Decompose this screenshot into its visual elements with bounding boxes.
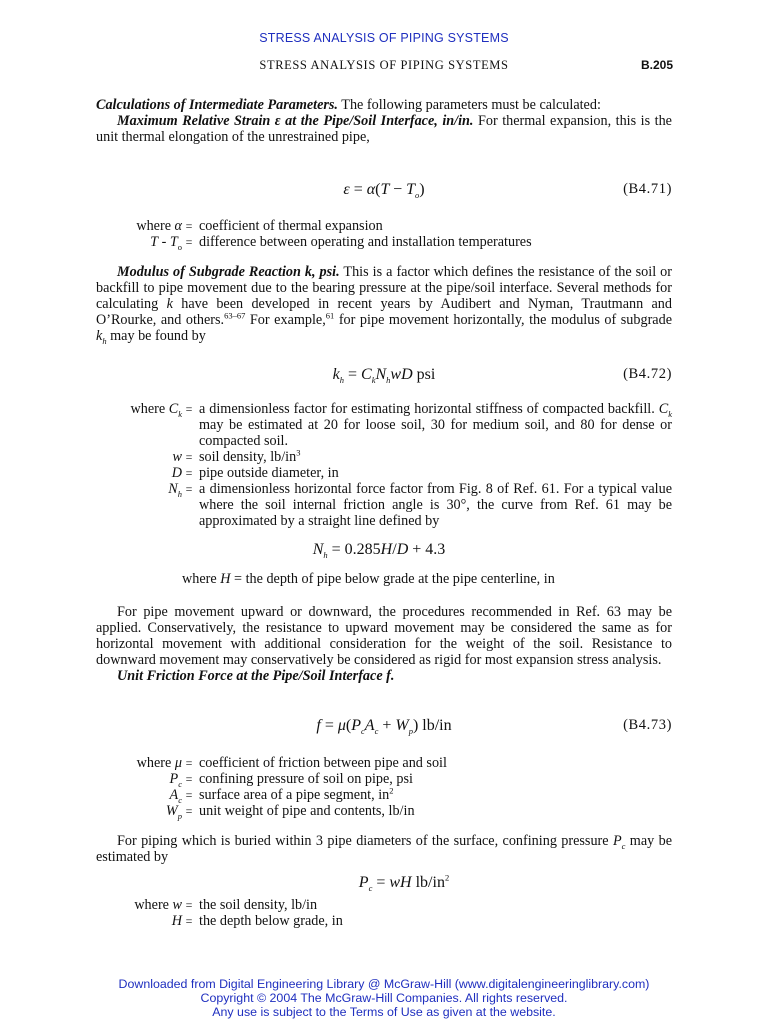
- vertical-movement-paragraph: For pipe movement upward or downward, the procedures recommended in Ref. 63 may be applied. Conservatively, the resistance to upward movement may be considered the same as for horizontal movement with additional consideration for the weight of the soil. Resistance to downward movement may conservatively be considered as rigid for most expansion stress analysis.: [96, 604, 672, 669]
- where-definition: coefficient of thermal expansion: [199, 218, 383, 234]
- where-definition: coefficient of friction between pipe and soil: [199, 755, 447, 771]
- subgrade-heading: Modulus of Subgrade Reaction k, psi.: [117, 264, 340, 280]
- equation-formula: $N_h = 0.285H/D + 4.3$: [312, 541, 446, 561]
- where-definition: surface area of a pipe segment, $in^2$: [199, 785, 394, 803]
- running-head: [0, 58, 768, 74]
- equation-formula: $f = \mu(P_cA_c + W_p)$ lb/in: [316, 717, 452, 737]
- where-symbol: $A_c$: [169, 787, 182, 805]
- subgrade-text: may be found by: [106, 328, 206, 345]
- where-row: where $C_k$ = a dimensionless factor for estimating horizontal stiffness of compacted backfill. $C_k$ may be estimated at 20 for loose soil, 30 for medium soil, and 80 for dense or compacted soil.: [96, 401, 672, 449]
- where-list-b4-72: [96, 401, 672, 529]
- k-variable: k: [166, 296, 173, 313]
- vertical-movement-section: [96, 604, 672, 684]
- where-row: D = pipe outside diameter, in: [96, 465, 672, 481]
- where-definition: difference between operating and installation temperatures: [199, 234, 532, 250]
- kh-variable: k: [96, 328, 103, 345]
- strain-text: For thermal expansion, this is the unit thermal elongation of the unrestrained pipe,: [96, 113, 672, 146]
- where-list-pc: [96, 897, 672, 929]
- where-row: where μ = coefficient of friction between pipe and soil: [96, 755, 672, 771]
- reference-superscript: 63–67: [224, 310, 246, 321]
- footer-download-link[interactable]: Downloaded from Digital Engineering Library @ McGraw-Hill (www.digitalengineeringlibrary.com): [118, 977, 650, 991]
- reference-superscript: 61: [325, 310, 335, 321]
- where-row: $P_c$ = confining pressure of soil on pipe, psi: [96, 771, 672, 787]
- friction-heading: Unit Friction Force at the Pipe/Soil Interface f.: [117, 668, 395, 685]
- where-symbol: $P_c$: [169, 771, 182, 789]
- where-row: where α = coefficient of thermal expansion: [96, 218, 672, 234]
- equation-number: (B4.72): [623, 366, 672, 382]
- subgrade-text: have been developed in recent years by Audibert and Nyman, Trautmann and O’Rourke, and others.: [96, 296, 672, 329]
- where-row: $W_p$ = unit weight of pipe and contents, lb/in: [96, 803, 672, 819]
- equation-b4-73: [96, 717, 672, 739]
- where-h-line: where H = the depth of pipe below grade at the pipe centerline, in: [182, 571, 555, 587]
- where-symbol: where w: [134, 897, 182, 913]
- kh-subscript: h: [102, 336, 107, 347]
- pc-subscript: c: [621, 840, 626, 851]
- where-definition: a dimensionless factor for estimating horizontal stiffness of compacted backfill. $C_k$ may be estimated at 20 for loose soil, 30 for medium soil, and 80 for dense or compacted soil.: [199, 401, 672, 449]
- equation-number: (B4.73): [623, 717, 672, 733]
- where-row: T - $T_o$ = difference between operating and installation temperatures: [96, 234, 672, 250]
- confining-text: For piping which is buried within 3 pipe diameters of the surface, confining pressure: [117, 833, 613, 849]
- where-symbol: where μ: [136, 755, 182, 771]
- pc-variable: P: [612, 833, 622, 849]
- running-title: STRESS ANALYSIS OF PIPING SYSTEMS: [259, 58, 509, 72]
- equation-formula: $k_h = C_kN_hwD$ psi: [332, 366, 436, 386]
- confining-text: may be estimated by: [96, 833, 672, 866]
- where-symbol: D: [171, 465, 182, 481]
- subgrade-paragraph: [96, 264, 672, 347]
- where-row: $N_h$ = a dimensionless horizontal force factor from Fig. 8 of Ref. 61. For a typical value where the soil internal friction angle is 30°, the curve from Ref. 61 may be approximated by a straight line defined by: [96, 481, 672, 529]
- strain-heading: Maximum Relative Strain ε at the Pipe/Soil Interface, in/in.: [117, 113, 474, 130]
- where-list-b4-71: [96, 218, 672, 250]
- where-definition: a dimensionless horizontal force factor from Fig. 8 of Ref. 61. For a typical value where the soil internal friction angle is 30°, the curve from Ref. 61 may be approximated by a straight line defined by: [199, 481, 672, 529]
- equation-number: (B4.71): [623, 181, 672, 197]
- equation-formula: $\varepsilon = \alpha(T - T_o)$: [343, 181, 425, 201]
- section-intro: The following parameters must be calculated:: [337, 97, 601, 113]
- confining-pressure-paragraph: [96, 833, 672, 865]
- where-definition: unit weight of pipe and contents, lb/in: [199, 803, 415, 819]
- footer-terms: Any use is subject to the Terms of Use as given at the website.: [212, 1005, 556, 1019]
- where-definition: pipe outside diameter, in: [199, 465, 339, 481]
- where-symbol: $N_h$: [168, 481, 182, 499]
- where-symbol: $W_p$: [165, 803, 182, 821]
- where-row: H = the depth below grade, in: [96, 913, 672, 929]
- where-symbol: H: [171, 913, 182, 929]
- subgrade-text: for pipe movement horizontally, the modulus of subgrade: [334, 312, 672, 329]
- where-list-b4-73: [96, 755, 672, 819]
- where-definition: confining pressure of soil on pipe, psi: [199, 771, 413, 787]
- equation-pc: [96, 874, 672, 896]
- where-row: w = soil density, $lb/in^3$: [96, 449, 672, 465]
- intermediate-parameters-section: [96, 97, 672, 145]
- footer-copyright: Copyright © 2004 The McGraw-Hill Companies. All rights reserved.: [200, 991, 568, 1005]
- page-number: B.205: [640, 58, 673, 72]
- where-row: $A_c$ = surface area of a pipe segment, $in^2$: [96, 787, 672, 803]
- top-banner: STRESS ANALYSIS OF PIPING SYSTEMS: [259, 31, 509, 45]
- equation-b4-72: [96, 366, 672, 388]
- section-heading: Calculations of Intermediate Parameters.: [96, 97, 338, 113]
- where-definition: the depth below grade, in: [199, 913, 343, 929]
- where-row: where w = the soil density, lb/in: [96, 897, 672, 913]
- where-symbol: where $C_k$: [130, 401, 182, 419]
- where-definition: soil density, $lb/in^3$: [199, 447, 301, 465]
- equation-formula: $P_c$ = wH $lb/in^2$: [358, 872, 450, 894]
- where-definition: the soil density, lb/in: [199, 897, 318, 913]
- where-symbol: T - $T_o$: [150, 234, 182, 252]
- where-symbol: w: [172, 449, 182, 465]
- equation-b4-71: [96, 181, 672, 203]
- subgrade-text: For example,: [245, 312, 326, 329]
- footer: [0, 977, 768, 1019]
- where-symbol: where α: [136, 218, 182, 234]
- subgrade-text: This is a factor which defines the resistance of the soil or backfill to pipe movement due to the bearing pressure at the pipe/soil interface. Several methods for calculating: [96, 264, 672, 313]
- equation-nh: [96, 541, 672, 563]
